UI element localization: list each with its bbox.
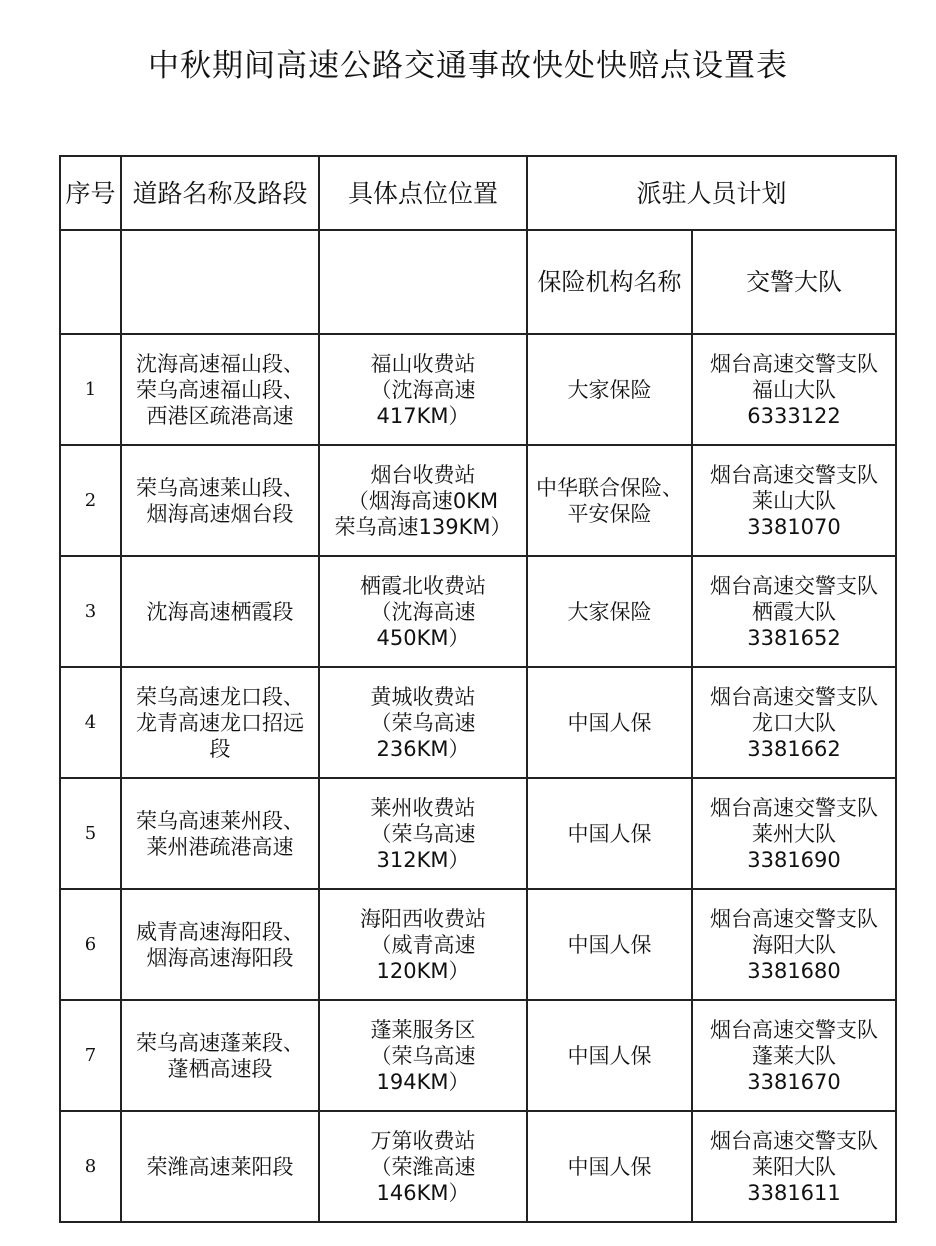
insurer-cell: 中国人保 (527, 667, 692, 778)
row-number: 6 (60, 889, 121, 1000)
header-index: 序号 (60, 156, 121, 230)
location-cell: 海阳西收费站 （威青高速 120KM） (319, 889, 527, 1000)
police-brigade-cell: 烟台高速交警支队 海阳大队 3381680 (692, 889, 896, 1000)
row-number: 5 (60, 778, 121, 889)
header-insurer: 保险机构名称 (527, 230, 692, 334)
header-row (60, 156, 896, 230)
police-brigade-cell: 烟台高速交警支队 栖霞大队 3381652 (692, 556, 896, 667)
row-number: 2 (60, 445, 121, 556)
location-cell: 万第收费站 （荣潍高速 146KM） (319, 1111, 527, 1222)
row-number: 4 (60, 667, 121, 778)
police-brigade-cell: 烟台高速交警支队 莱山大队 3381070 (692, 445, 896, 556)
insurer-cell: 中国人保 (527, 778, 692, 889)
police-brigade-cell: 烟台高速交警支队 福山大队 6333122 (692, 334, 896, 445)
police-brigade-cell: 烟台高速交警支队 莱州大队 3381690 (692, 778, 896, 889)
location-cell: 蓬莱服务区 （荣乌高速 194KM） (319, 1000, 527, 1111)
location-cell: 福山收费站 （沈海高速 417KM） (319, 334, 527, 445)
road-section-cell: 威青高速海阳段、烟海高速海阳段 (121, 889, 319, 1000)
police-brigade-cell: 烟台高速交警支队 蓬莱大队 3381670 (692, 1000, 896, 1111)
accident-points-table (59, 155, 897, 1223)
row-number: 3 (60, 556, 121, 667)
location-cell: 烟台收费站 （烟海高速0KM 荣乌高速139KM） (319, 445, 527, 556)
table-row (60, 667, 896, 778)
row-number: 7 (60, 1000, 121, 1111)
row-number: 8 (60, 1111, 121, 1222)
police-brigade-cell: 烟台高速交警支队 莱阳大队 3381611 (692, 1111, 896, 1222)
subheader-empty-index (60, 230, 121, 334)
subheader-empty-road (121, 230, 319, 334)
insurer-cell: 大家保险 (527, 334, 692, 445)
subheader-empty-location (319, 230, 527, 334)
road-section-cell: 沈海高速福山段、荣乌高速福山段、西港区疏港高速 (121, 334, 319, 445)
page-title: 中秋期间高速公路交通事故快处快赔点设置表 (148, 48, 788, 84)
location-cell: 栖霞北收费站 （沈海高速 450KM） (319, 556, 527, 667)
table-row (60, 556, 896, 667)
road-section-cell: 荣潍高速莱阳段 (121, 1111, 319, 1222)
header-police: 交警大队 (692, 230, 896, 334)
table-row (60, 445, 896, 556)
subheader-row (60, 230, 896, 334)
header-staff-plan: 派驻人员计划 (527, 156, 896, 230)
insurer-cell: 中国人保 (527, 1111, 692, 1222)
road-section-cell: 荣乌高速莱山段、烟海高速烟台段 (121, 445, 319, 556)
table-row (60, 334, 896, 445)
table-row (60, 1000, 896, 1111)
table-row (60, 1111, 896, 1222)
police-brigade-cell: 烟台高速交警支队 龙口大队 3381662 (692, 667, 896, 778)
insurer-cell: 大家保险 (527, 556, 692, 667)
insurer-cell: 中国人保 (527, 1000, 692, 1111)
location-cell: 莱州收费站 （荣乌高速 312KM） (319, 778, 527, 889)
road-section-cell: 荣乌高速蓬莱段、蓬栖高速段 (121, 1000, 319, 1111)
road-section-cell: 荣乌高速莱州段、莱州港疏港高速 (121, 778, 319, 889)
insurer-cell: 中华联合保险、平安保险 (527, 445, 692, 556)
location-cell: 黄城收费站 （荣乌高速 236KM） (319, 667, 527, 778)
header-location: 具体点位位置 (319, 156, 527, 230)
header-road: 道路名称及路段 (121, 156, 319, 230)
table-row (60, 889, 896, 1000)
road-section-cell: 荣乌高速龙口段、龙青高速龙口招远段 (121, 667, 319, 778)
table-row (60, 778, 896, 889)
road-section-cell: 沈海高速栖霞段 (121, 556, 319, 667)
row-number: 1 (60, 334, 121, 445)
insurer-cell: 中国人保 (527, 889, 692, 1000)
